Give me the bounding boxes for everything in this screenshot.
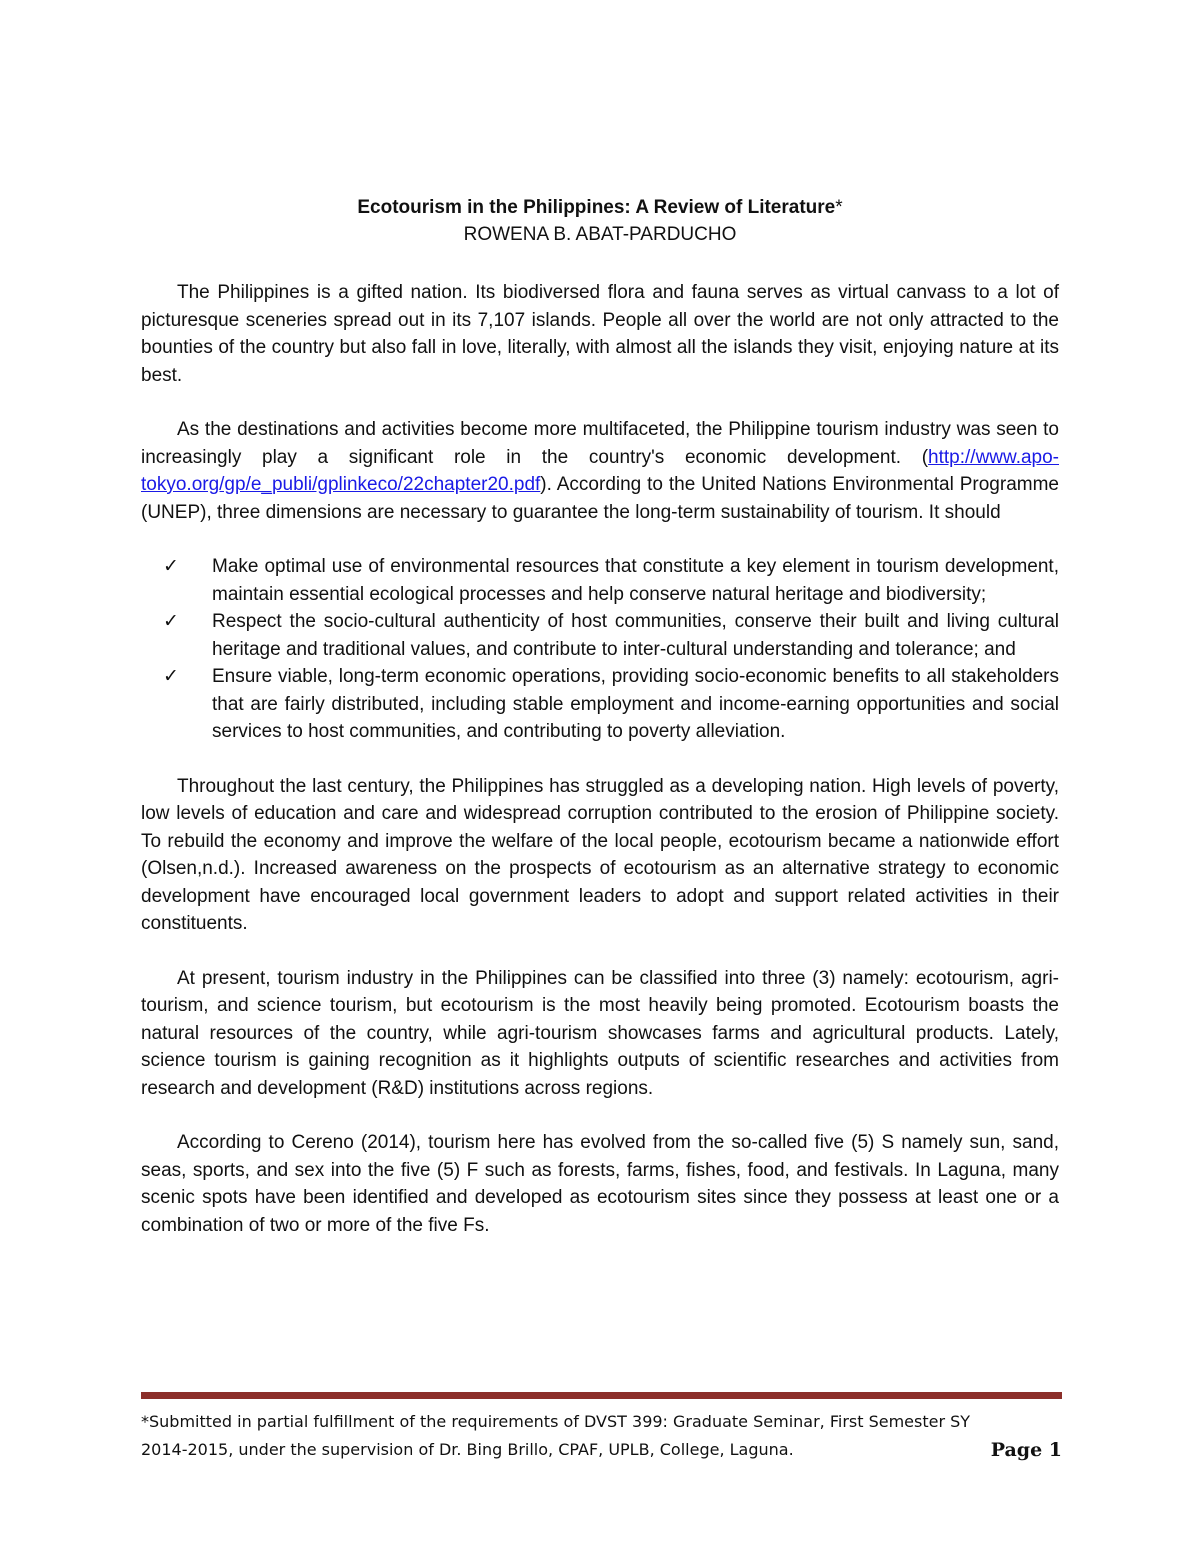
checkmark-icon: ✓	[163, 665, 179, 687]
footer-note-line-2: 2014-2015, under the supervision of Dr. Bing Brillo, CPAF, UPLB, College, Laguna.	[141, 1440, 794, 1459]
document-author: ROWENA B. ABAT-PARDUCHO	[463, 224, 737, 245]
reference-link[interactable]: http://www.apo-tokyo.org/gp/e_publi/gplinkeco/22chapter20.pdf	[141, 446, 1059, 495]
title-footnote-mark: *	[835, 197, 843, 218]
footer-divider	[141, 1392, 1062, 1399]
paragraph-intro: The Philippines is a gifted nation. Its biodiversed flora and fauna serves as virtual canvass to a lot of picturesque sceneries spread out in its 7,107 islands. People all over the world are not only attracted to the bounties of the country but also fall in love, literally, with almost all the islands they visit, enjoying nature at its best.	[141, 282, 1059, 386]
paragraph-tourism-industry: As the destinations and activities become more multifaceted, the Philippine tourism industry was seen to increasingly play a significant role in the country's economic development. (http://www.apo-tokyo.org/gp/e_publi/gplinkeco/22chapter20.pdf). According to the United Nations Environmental Programme (UNEP), three dimensions are necessary to guarantee the long-term sustainability of tourism. It should	[141, 419, 1059, 523]
list-item: ✓ Make optimal use of environmental resources that constitute a key element in tourism development, maintain essential ecological processes and help conserve natural heritage and biodiversity;	[163, 555, 1059, 605]
document-title: Ecotourism in the Philippines: A Review of Literature*	[357, 197, 843, 218]
page-footer	[141, 1408, 1062, 1464]
list-item: ✓ Respect the socio-cultural authenticity of host communities, conserve their built and living cultural heritage and traditional values, and contribute to inter-cultural understanding and tolerance; and	[163, 610, 1059, 660]
footer-note-line-1: *Submitted in partial fulfillment of the requirements of DVST 399: Graduate Seminar, First Semester SY	[141, 1412, 971, 1431]
sustainability-checklist	[141, 553, 1059, 746]
paragraph-developing-nation: Throughout the last century, the Philippines has struggled as a developing nation. High levels of poverty, low levels of education and care and widespread corruption contributed to the erosion of Philippine society. To rebuild the economy and improve the welfare of the local people, ecotourism became a nationwide effort (Olsen,n.d.). Increased awareness on the prospects of ecotourism as an alternative strategy to economic development have encouraged local government leaders to adopt and support related activities in their constituents.	[141, 775, 1059, 934]
page-number: Page 1	[990, 1439, 1062, 1461]
paragraph-tourism-types: At present, tourism industry in the Philippines can be classified into three (3) namely: ecotourism, agri-tourism, and science tourism, but ecotourism is the most heavily being promoted. Ecotourism boasts the natural resources of the country, while agri-tourism showcases farms and agricultural products. Lately, science tourism is gaining recognition as it highlights outputs of scientific researches and activities from research and development (R&D) institutions across regions.	[141, 967, 1059, 1099]
checkmark-icon: ✓	[163, 610, 179, 632]
checkmark-icon: ✓	[163, 555, 179, 577]
list-item: ✓ Ensure viable, long-term economic operations, providing socio-economic benefits to all stakeholders that are fairly distributed, including stable employment and income-earning opportunities and social services to host communities, and contributing to poverty alleviation.	[163, 665, 1059, 742]
document-body	[141, 194, 1059, 1239]
paragraph-five-f: According to Cereno (2014), tourism here has evolved from the so-called five (5) S namely sun, sand, seas, sports, and sex into the five (5) F such as forests, farms, fishes, food, and festivals. In Laguna, many scenic spots have been identified and developed as ecotourism sites since they possess at least one or a combination of two or more of the five Fs.	[141, 1132, 1059, 1236]
